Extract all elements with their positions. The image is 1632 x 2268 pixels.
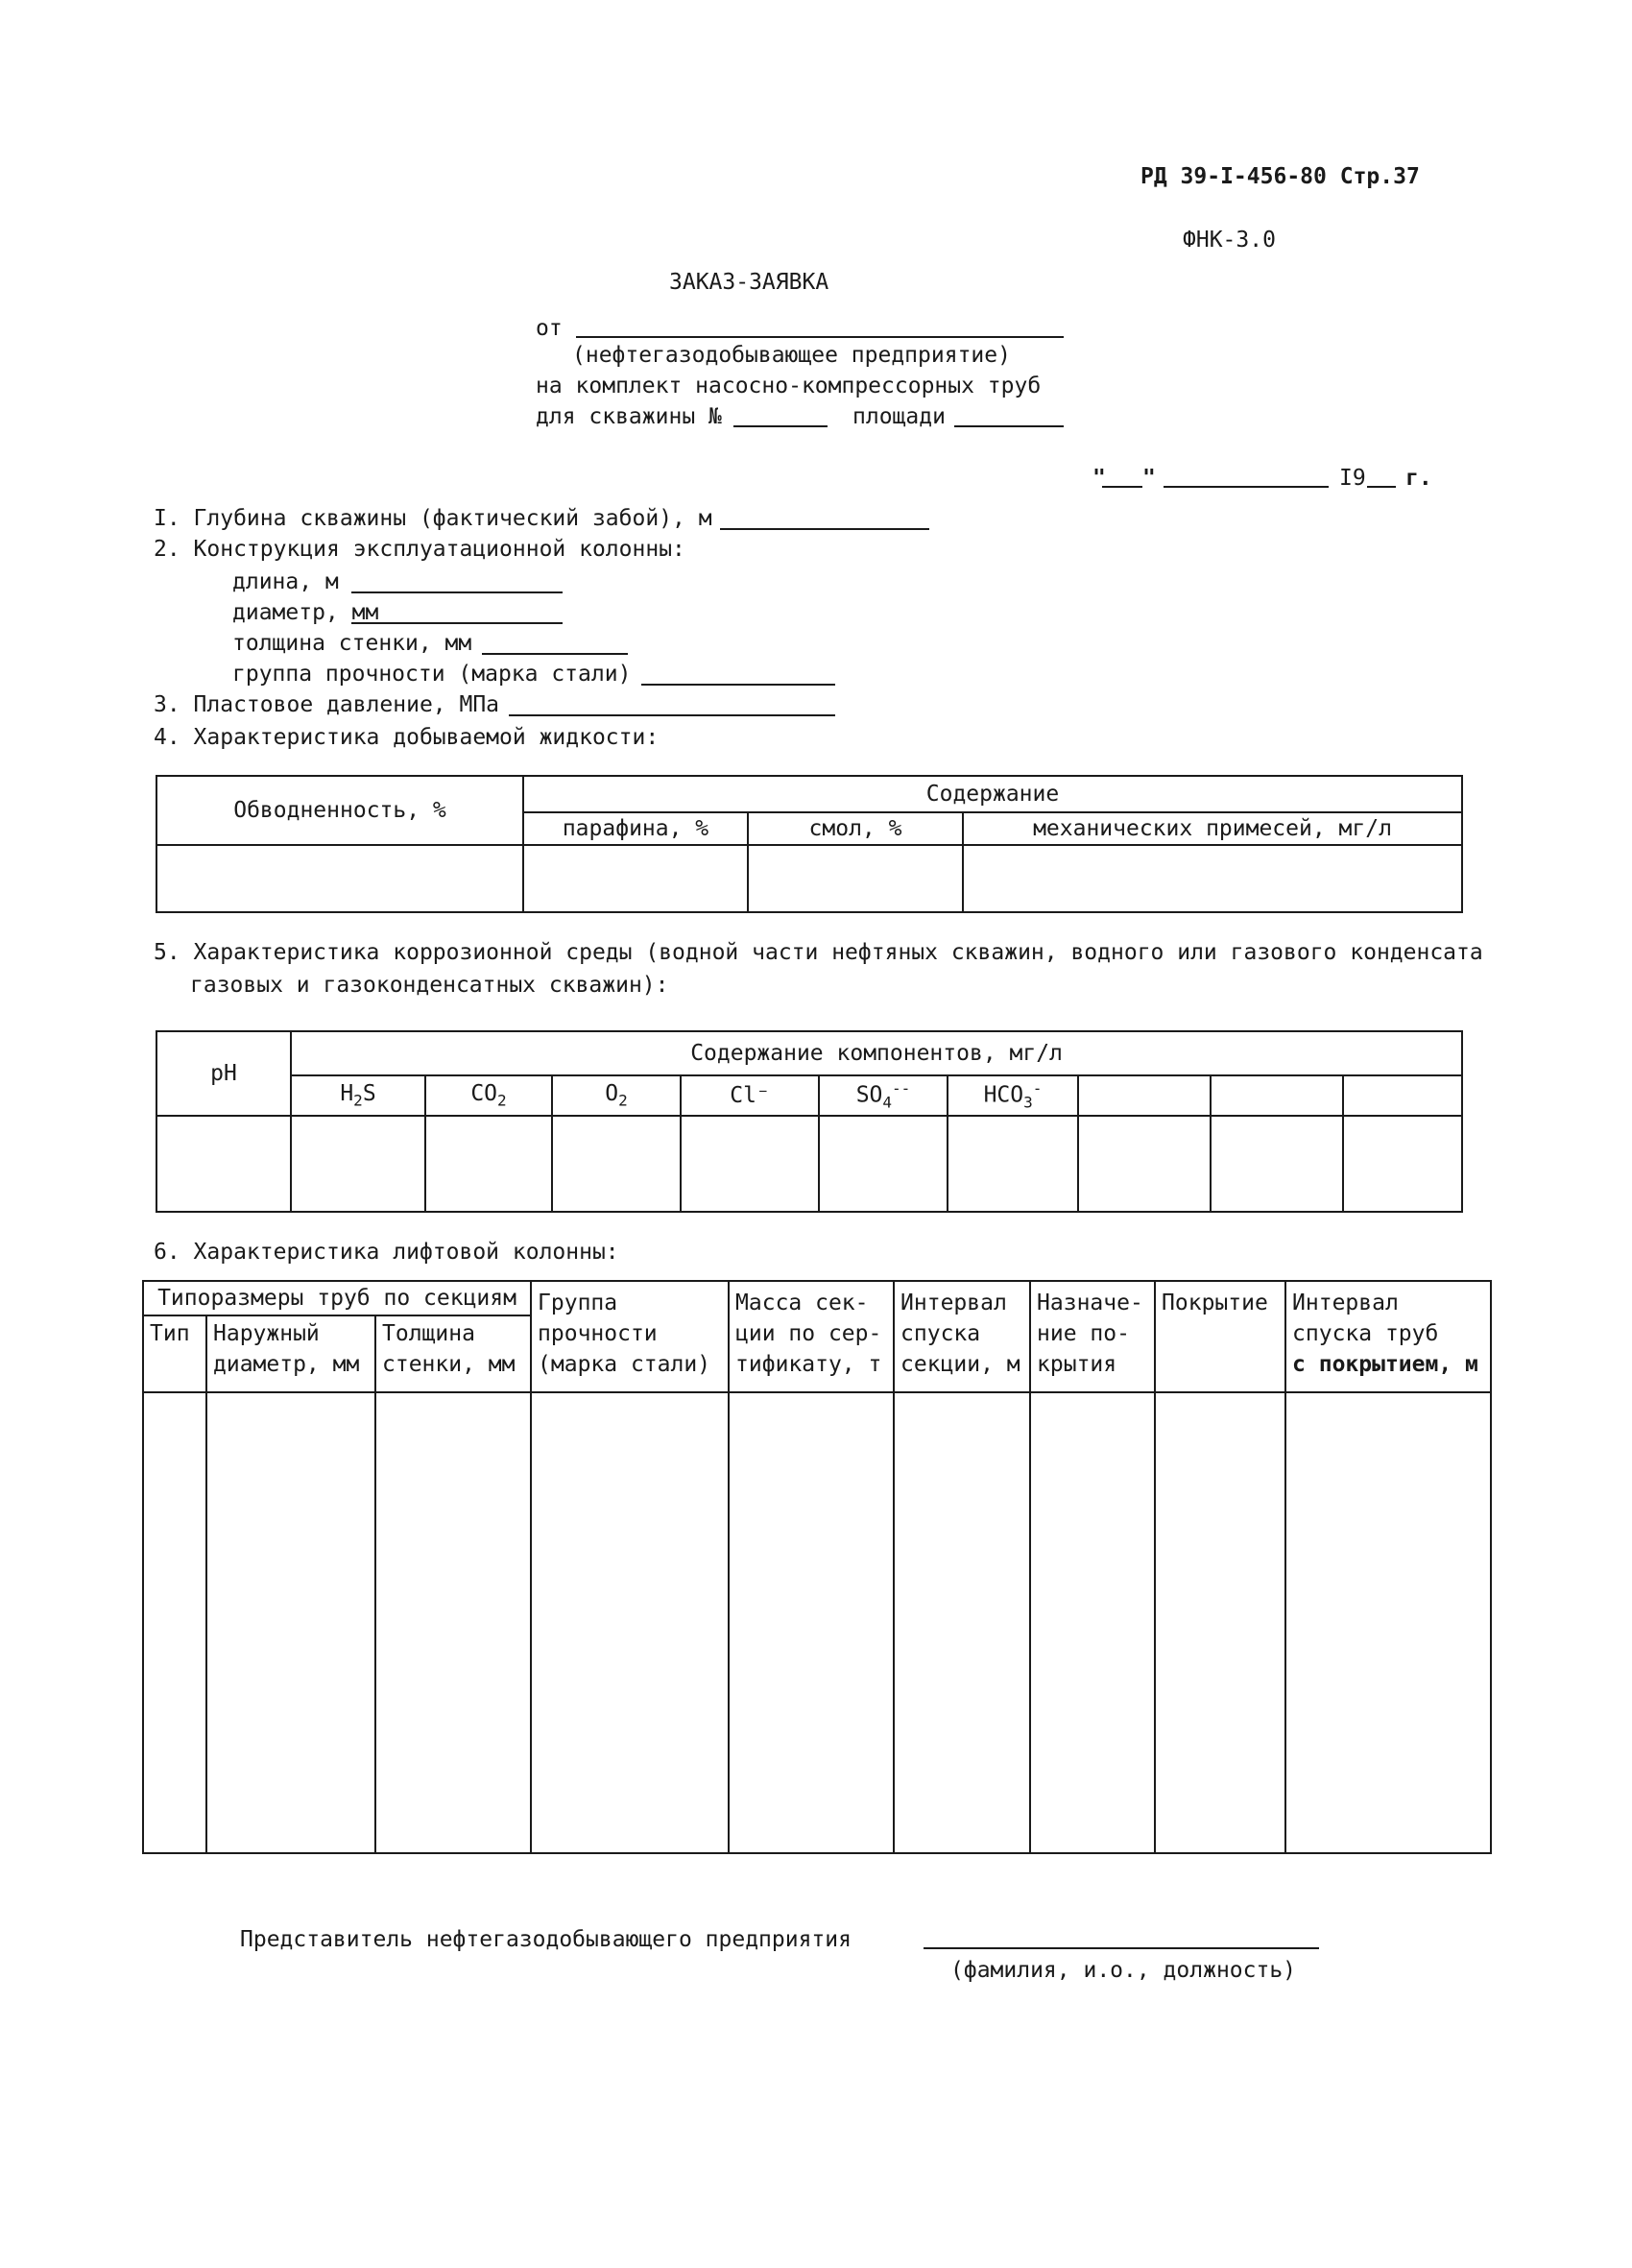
document-title: ЗАКАЗ-ЗАЯВКА bbox=[669, 270, 829, 295]
item-4-fluid: 4. Характеристика добываемой жидкости: bbox=[154, 725, 660, 750]
so4-cell[interactable] bbox=[819, 1116, 948, 1212]
wall-header: Толщина стенки, мм bbox=[375, 1315, 531, 1392]
ph-header: pH bbox=[156, 1031, 291, 1116]
coated-interval-cell[interactable] bbox=[1285, 1392, 1491, 1853]
paraffin-cell[interactable] bbox=[523, 845, 748, 912]
extra-header-2 bbox=[1211, 1075, 1343, 1116]
casing-length-line[interactable] bbox=[351, 591, 563, 593]
components-header: Содержание компонентов, мг/л bbox=[291, 1031, 1462, 1075]
casing-diameter-line[interactable] bbox=[351, 622, 563, 624]
hco3-header: $HCO_3^-$ bbox=[948, 1075, 1078, 1116]
co2-header: $CO_2$ bbox=[425, 1075, 552, 1116]
corrosion-table bbox=[156, 1030, 1463, 1213]
well-number-line[interactable] bbox=[733, 425, 828, 427]
water-cut-cell[interactable] bbox=[156, 845, 523, 912]
table-row bbox=[143, 1392, 1491, 1853]
signer-label: Представитель нефтегазодобывающего предприятия bbox=[240, 1927, 852, 1952]
extra-cell-3[interactable] bbox=[1343, 1116, 1462, 1212]
resin-header: смол, % bbox=[748, 812, 963, 845]
o2-cell[interactable] bbox=[552, 1116, 681, 1212]
casing-wall-label: толщина стенки, мм bbox=[232, 631, 472, 656]
coating-header: Покрытие bbox=[1155, 1281, 1285, 1392]
grade-header: Группа прочности (марка стали) bbox=[531, 1281, 729, 1392]
pressure-field-line[interactable] bbox=[509, 714, 835, 716]
h2s-header: $H_2S$ bbox=[291, 1075, 425, 1116]
date-month-line[interactable] bbox=[1164, 486, 1329, 488]
hco3-cell[interactable] bbox=[948, 1116, 1078, 1212]
so4-header: $SO_4^{--}$ bbox=[819, 1075, 948, 1116]
wall-cell[interactable] bbox=[375, 1392, 531, 1853]
date-open-quote: " bbox=[1092, 466, 1106, 491]
purpose-cell[interactable] bbox=[1030, 1392, 1155, 1853]
pipe-sizes-header: Типоразмеры труб по секциям bbox=[143, 1281, 531, 1315]
from-caption: (нефтегазодобывающее предприятие) bbox=[572, 343, 1011, 368]
item-2-casing: 2. Конструкция эксплуатационной колонны: bbox=[154, 537, 685, 562]
o2-header: $O_2$ bbox=[552, 1075, 681, 1116]
item-3-pressure: 3. Пластовое давление, МПа bbox=[154, 692, 500, 717]
fluid-table bbox=[156, 775, 1463, 913]
table-row bbox=[156, 845, 1462, 912]
subject-line: на комплект насосно-компрессорных труб bbox=[536, 374, 1042, 398]
cl-cell[interactable] bbox=[681, 1116, 819, 1212]
casing-diameter-label: диаметр, мм bbox=[232, 600, 379, 625]
interval-cell[interactable] bbox=[894, 1392, 1030, 1853]
diameter-header: Наружный диаметр, мм bbox=[206, 1315, 375, 1392]
type-header: Тип bbox=[143, 1315, 206, 1392]
extra-header-3 bbox=[1343, 1075, 1462, 1116]
casing-length-label: длина, м bbox=[232, 569, 339, 594]
impurities-cell[interactable] bbox=[963, 845, 1462, 912]
coating-cell[interactable] bbox=[1155, 1392, 1285, 1853]
mass-header: Масса сек- ции по сер- тификату, т bbox=[729, 1281, 894, 1392]
page-number: Стр.37 bbox=[1339, 164, 1420, 189]
casing-grade-label: группа прочности (марка стали) bbox=[232, 662, 632, 687]
date-year-prefix: I9 bbox=[1339, 466, 1366, 491]
interval-header: Интервал спуска секции, м bbox=[894, 1281, 1030, 1392]
from-field-line[interactable] bbox=[576, 336, 1064, 338]
item-1-depth: I. Глубина скважины (фактический забой), м bbox=[154, 506, 712, 531]
depth-field-line[interactable] bbox=[720, 528, 929, 530]
extra-header-1 bbox=[1078, 1075, 1211, 1116]
resin-cell[interactable] bbox=[748, 845, 963, 912]
table-row bbox=[156, 1116, 1462, 1212]
well-label: для скважины № bbox=[536, 404, 722, 429]
tubing-table bbox=[142, 1280, 1492, 1854]
mass-cell[interactable] bbox=[729, 1392, 894, 1853]
date-day-line[interactable] bbox=[1102, 486, 1142, 488]
date-year-suffix: г. bbox=[1405, 466, 1432, 491]
date-year-line[interactable] bbox=[1367, 486, 1396, 488]
form-code: ФНК-3.0 bbox=[1183, 228, 1276, 253]
item-6-tubing: 6. Характеристика лифтовой колонны: bbox=[154, 1240, 619, 1265]
item-5-corrosion-line1: 5. Характеристика коррозионной среды (водной части нефтяных скважин, водного или газового конденсата bbox=[154, 940, 1483, 965]
date-close-quote: " bbox=[1142, 466, 1156, 491]
item-5-corrosion-line2: газовых и газоконденсатных скважин): bbox=[190, 973, 669, 998]
diameter-cell[interactable] bbox=[206, 1392, 375, 1853]
extra-cell-1[interactable] bbox=[1078, 1116, 1211, 1212]
signature-caption: (фамилия, и.о., должность) bbox=[950, 1958, 1297, 1983]
type-cell[interactable] bbox=[143, 1392, 206, 1853]
co2-cell[interactable] bbox=[425, 1116, 552, 1212]
casing-grade-line[interactable] bbox=[641, 684, 835, 686]
signature-line[interactable] bbox=[924, 1947, 1319, 1949]
area-label: площади bbox=[852, 404, 946, 429]
area-field-line[interactable] bbox=[954, 425, 1064, 427]
water-cut-header: Обводненность, % bbox=[156, 776, 523, 845]
document-code: РД 39-I-456-80 Стр.37 bbox=[1140, 164, 1420, 189]
h2s-cell[interactable] bbox=[291, 1116, 425, 1212]
ph-cell[interactable] bbox=[156, 1116, 291, 1212]
casing-wall-line[interactable] bbox=[482, 653, 628, 655]
coated-interval-header: Интервал спуска труб с покрытием, м bbox=[1285, 1281, 1491, 1392]
content-header: Содержание bbox=[523, 776, 1462, 812]
paraffin-header: парафина, % bbox=[523, 812, 748, 845]
grade-cell[interactable] bbox=[531, 1392, 729, 1853]
extra-cell-2[interactable] bbox=[1211, 1116, 1343, 1212]
impurities-header: механических примесей, мг/л bbox=[963, 812, 1462, 845]
cl-header: Cl⁻ bbox=[681, 1075, 819, 1116]
from-label: от bbox=[536, 316, 563, 341]
purpose-header: Назначе- ние по- крытия bbox=[1030, 1281, 1155, 1392]
